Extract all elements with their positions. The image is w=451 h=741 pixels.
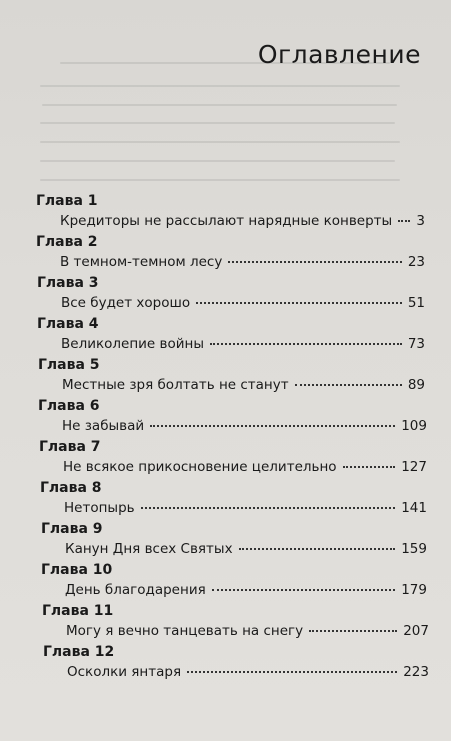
bleed-through-line <box>40 141 400 143</box>
entry-title: Местные зря болтать не станут <box>62 377 289 393</box>
page-number: 223 <box>403 664 429 680</box>
dot-leader <box>212 589 396 591</box>
entry-title: Нетопырь <box>64 500 135 516</box>
page-number: 207 <box>403 623 429 639</box>
page-number: 73 <box>407 336 425 352</box>
toc-entry-link[interactable] <box>61 295 425 311</box>
toc-entry-link[interactable] <box>62 418 427 434</box>
toc-entry-link[interactable] <box>60 213 425 229</box>
toc-chapter-7 <box>0 439 451 480</box>
bleed-through-line <box>40 160 395 162</box>
entry-title: Не забывай <box>62 418 145 434</box>
toc-entry-link[interactable] <box>64 500 427 516</box>
dot-leader <box>343 466 396 468</box>
page-number: 141 <box>401 500 427 516</box>
entry-title: В темном-темном лесу <box>60 254 223 270</box>
page-number: 89 <box>407 377 425 393</box>
toc-chapter-10 <box>0 562 451 603</box>
toc-entry-link[interactable] <box>60 254 425 270</box>
dot-leader <box>187 671 397 673</box>
toc-chapter-8 <box>0 480 451 521</box>
entry-title: Канун Дня всех Святых <box>65 541 233 557</box>
toc-entry-link[interactable] <box>63 459 427 475</box>
page-number: 127 <box>401 459 427 475</box>
toc-entry-link[interactable] <box>65 582 427 598</box>
chapter-label: Глава 7 <box>39 439 101 455</box>
toc-entry-link[interactable] <box>67 664 429 680</box>
toc-chapter-6 <box>0 398 451 439</box>
chapter-label: Глава 3 <box>37 275 99 291</box>
toc-chapter-4 <box>0 316 451 357</box>
dot-leader <box>228 261 402 263</box>
dot-leader <box>295 384 402 386</box>
toc-chapter-9 <box>0 521 451 562</box>
page-number: 23 <box>407 254 425 270</box>
chapter-label: Глава 6 <box>38 398 100 414</box>
chapter-label: Глава 10 <box>41 562 113 578</box>
chapter-label: Глава 8 <box>40 480 102 496</box>
page-number: 179 <box>401 582 427 598</box>
toc-chapter-1 <box>0 193 451 234</box>
dot-leader <box>398 220 410 222</box>
dot-leader <box>150 425 395 427</box>
dot-leader <box>210 343 402 345</box>
bleed-through-line <box>40 179 400 181</box>
entry-title: Великолепие войны <box>61 336 204 352</box>
page-number: 3 <box>416 213 425 229</box>
entry-title: Все будет хорошо <box>61 295 191 311</box>
toc-chapter-11 <box>0 603 451 644</box>
chapter-label: Глава 11 <box>42 603 114 619</box>
page-number: 109 <box>401 418 427 434</box>
entry-title: Могу я вечно танцевать на снегу <box>66 623 304 639</box>
chapter-label: Глава 1 <box>36 193 98 209</box>
entry-title: День благодарения <box>65 582 206 598</box>
toc-chapter-5 <box>0 357 451 398</box>
dot-leader <box>141 507 396 509</box>
page-number: 159 <box>401 541 427 557</box>
dot-leader <box>239 548 396 550</box>
bleed-through-line <box>40 122 395 124</box>
table-of-contents <box>0 193 451 685</box>
toc-chapter-2 <box>0 234 451 275</box>
chapter-label: Глава 4 <box>37 316 99 332</box>
toc-entry-link[interactable] <box>66 623 429 639</box>
chapter-label: Глава 9 <box>41 521 103 537</box>
toc-entry-link[interactable] <box>61 336 425 352</box>
entry-title: Кредиторы не рассылают нарядные конверты <box>60 213 393 229</box>
page-number: 51 <box>407 295 425 311</box>
toc-heading: Оглавление <box>257 40 421 69</box>
dot-leader <box>196 302 402 304</box>
bleed-through-line <box>42 104 397 106</box>
entry-title: Осколки янтаря <box>67 664 182 680</box>
chapter-label: Глава 5 <box>38 357 100 373</box>
entry-title: Не всякое прикосновение целительно <box>63 459 337 475</box>
toc-chapter-3 <box>0 275 451 316</box>
chapter-label: Глава 2 <box>36 234 98 250</box>
toc-entry-link[interactable] <box>62 377 425 393</box>
bleed-through-line <box>40 85 400 87</box>
toc-chapter-12 <box>0 644 451 685</box>
toc-entry-link[interactable] <box>65 541 427 557</box>
dot-leader <box>309 630 397 632</box>
chapter-label: Глава 12 <box>43 644 115 660</box>
